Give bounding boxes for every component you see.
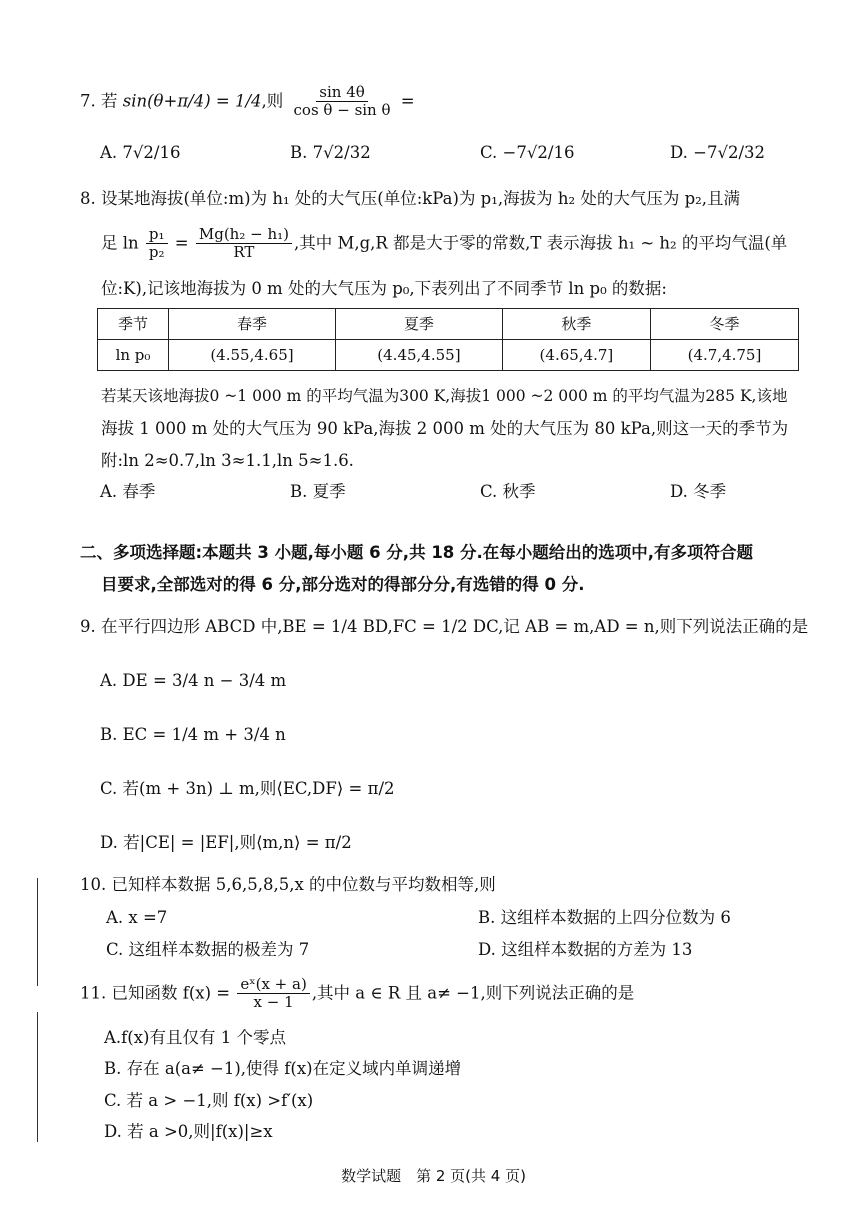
option-letter: A. (104, 1028, 122, 1047)
option-d (100, 832, 352, 854)
option-letter: C. (480, 482, 498, 501)
option-d (670, 481, 726, 503)
question-text: ,其中 M,g,R 都是大于零的常数,T 表示海拔 h₁ ~ h₂ 的平均气温(单 (293, 233, 788, 253)
table-header-cell: 春季 (169, 309, 336, 340)
option-text: f(x)有且仅有 1 个零点 (121, 1028, 286, 1047)
option-text: 冬季 (693, 482, 727, 501)
question-8-line4: 若某天该地海拔0 ~1 000 m 的平均气温为300 K,海拔1 000 ~2 000 m 的平均气温为285 K,该地 (101, 387, 788, 405)
table-cell: (4.55,4.65] (169, 340, 336, 371)
option-text: 若(m + 3n) ⊥ m,则⟨EC,DF⟩ = π/2 (122, 779, 395, 798)
option-letter: D. (670, 143, 688, 162)
fraction-denominator: x − 1 (253, 993, 294, 1012)
question-number: 9. (80, 617, 96, 636)
table-cell: (4.45,4.55] (335, 340, 502, 371)
table-cell: ln p₀ (98, 340, 169, 371)
option-letter: C. (106, 940, 124, 959)
option-d (104, 1121, 273, 1143)
question-text: 若 (101, 91, 118, 111)
table-cell: (4.7,4.75] (650, 340, 798, 371)
option-a (100, 142, 181, 164)
table-header-cell: 季节 (98, 309, 169, 340)
option-a (106, 907, 167, 929)
question-7-stem (80, 84, 415, 120)
option-text: −7√2/32 (693, 143, 766, 162)
option-c (100, 778, 395, 800)
option-letter: A. (106, 908, 124, 927)
option-a (100, 670, 286, 692)
question-text: 足 ln (101, 233, 139, 253)
option-b (290, 481, 346, 503)
option-letter: D. (100, 833, 118, 852)
option-letter: D. (104, 1122, 122, 1141)
question-11-stem (80, 976, 634, 1012)
formula-fraction (196, 226, 292, 262)
option-text: 存在 a(a≠ −1),使得 f(x)在定义域内单调递增 (126, 1059, 462, 1078)
fraction-numerator: eˣ(x + a) (237, 976, 309, 994)
question-number: 10. (80, 875, 107, 894)
question-8-line6: 附:ln 2≈0.7,ln 3≈1.1,ln 5≈1.6. (101, 451, 354, 470)
option-b (100, 724, 286, 746)
option-c (480, 481, 536, 503)
section-heading: 二、多项选择题:本题共 3 小题,每小题 6 分,共 18 分.在每小题给出的选项中,有多项符合题 (80, 543, 754, 562)
option-text: x =7 (128, 908, 168, 927)
question-8-line1 (80, 188, 740, 210)
question-number: 11. (80, 983, 107, 1003)
option-letter: C. (100, 779, 118, 798)
option-letter: B. (290, 143, 308, 162)
table-row (98, 340, 799, 371)
fraction-denominator: RT (233, 243, 255, 262)
option-letter: B. (100, 725, 118, 744)
fraction-numerator: Mg(h₂ − h₁) (196, 226, 292, 244)
option-d (478, 939, 692, 961)
fraction-denominator: p₂ (148, 243, 165, 262)
option-text: 夏季 (312, 482, 346, 501)
option-letter: D. (670, 482, 688, 501)
option-c (106, 939, 309, 961)
table-header-cell: 秋季 (502, 309, 650, 340)
option-letter: A. (100, 671, 118, 690)
option-letter: B. (290, 482, 308, 501)
option-text: EC = 1/4 m + 3/4 n (122, 725, 286, 744)
option-letter: A. (100, 482, 118, 501)
option-a (104, 1027, 286, 1049)
question-text: ,则 (261, 91, 284, 111)
question-10-stem (80, 874, 496, 896)
option-text: 秋季 (502, 482, 536, 501)
question-text: 已知样本数据 5,6,5,8,5,x 的中位数与平均数相等,则 (111, 875, 496, 894)
option-text: DE = 3/4 n − 3/4 m (122, 671, 287, 690)
condition-formula: sin(θ+π/4) = 1/4 (122, 91, 262, 111)
option-text: 若 a >0,则|f(x)|≥x (127, 1122, 273, 1141)
section-instructions: 目要求,全部选对的得 6 分,部分选对的得部分分,有选错的得 0 分. (101, 575, 585, 594)
option-c (104, 1090, 313, 1112)
table-header-row (98, 309, 799, 340)
question-number: 7. (80, 91, 96, 111)
margin-line (37, 1012, 38, 1142)
question-text: 在平行四边形 ABCD 中,BE = 1/4 BD,FC = 1/2 DC,记 AB = m,AD = n,则下列说法正确的是 (101, 617, 809, 636)
question-9-stem (80, 616, 808, 638)
page-footer: 数学试题 第 2 页(共 4 页) (341, 1167, 526, 1185)
margin-line (37, 878, 38, 986)
pressure-ratio-fraction (146, 226, 168, 262)
question-text: 已知函数 f(x) = (111, 983, 231, 1003)
equals-sign: = (174, 233, 189, 253)
option-b (478, 907, 731, 929)
expression-fraction (291, 84, 394, 120)
table-cell: (4.65,4.7] (502, 340, 650, 371)
option-a (100, 481, 155, 503)
option-letter: C. (104, 1091, 122, 1110)
fraction-numerator: sin 4θ (316, 84, 368, 102)
option-text: 7√2/16 (122, 143, 181, 162)
option-text: 这组样本数据的极差为 7 (128, 940, 310, 959)
option-d (670, 142, 765, 164)
option-text: −7√2/16 (502, 143, 575, 162)
function-fraction (237, 976, 309, 1012)
fraction-numerator: p₁ (146, 226, 168, 244)
option-text: 这组样本数据的方差为 13 (501, 940, 693, 959)
question-text: ,其中 a ∈ R 且 a≠ −1,则下列说法正确的是 (311, 983, 635, 1003)
option-text: 7√2/32 (312, 143, 371, 162)
option-c (480, 142, 574, 164)
option-letter: A. (100, 143, 118, 162)
option-letter: C. (480, 143, 498, 162)
question-number: 8. (80, 189, 96, 208)
question-8-line3: 位:K),记该地海拔为 0 m 处的大气压为 p₀,下表列出了不同季节 ln p₀ 的数据: (101, 279, 667, 298)
option-letter: D. (478, 940, 496, 959)
equals-sign: = (400, 91, 415, 111)
option-text: 这组样本数据的上四分位数为 6 (500, 908, 731, 927)
fraction-denominator: cos θ − sin θ (293, 101, 391, 120)
season-table (97, 308, 799, 371)
option-text: 若 a > −1,则 f(x) >f′(x) (126, 1091, 314, 1110)
question-text: 设某地海拔(单位:m)为 h₁ 处的大气压(单位:kPa)为 p₁,海拔为 h₂ 处的大气压为 p₂,且满 (101, 189, 741, 208)
option-letter: B. (104, 1059, 122, 1078)
question-8-line2 (101, 226, 787, 262)
option-text: 春季 (122, 482, 156, 501)
option-letter: B. (478, 908, 496, 927)
table-header-cell: 冬季 (650, 309, 798, 340)
question-8-line5: 海拔 1 000 m 处的大气压为 90 kPa,海拔 2 000 m 处的大气压为 80 kPa,则这一天的季节为 (101, 419, 789, 438)
option-text: 若|CE| = |EF|,则⟨m,n⟩ = π/2 (123, 833, 352, 852)
table-header-cell: 夏季 (335, 309, 502, 340)
option-b (104, 1058, 461, 1080)
option-b (290, 142, 371, 164)
